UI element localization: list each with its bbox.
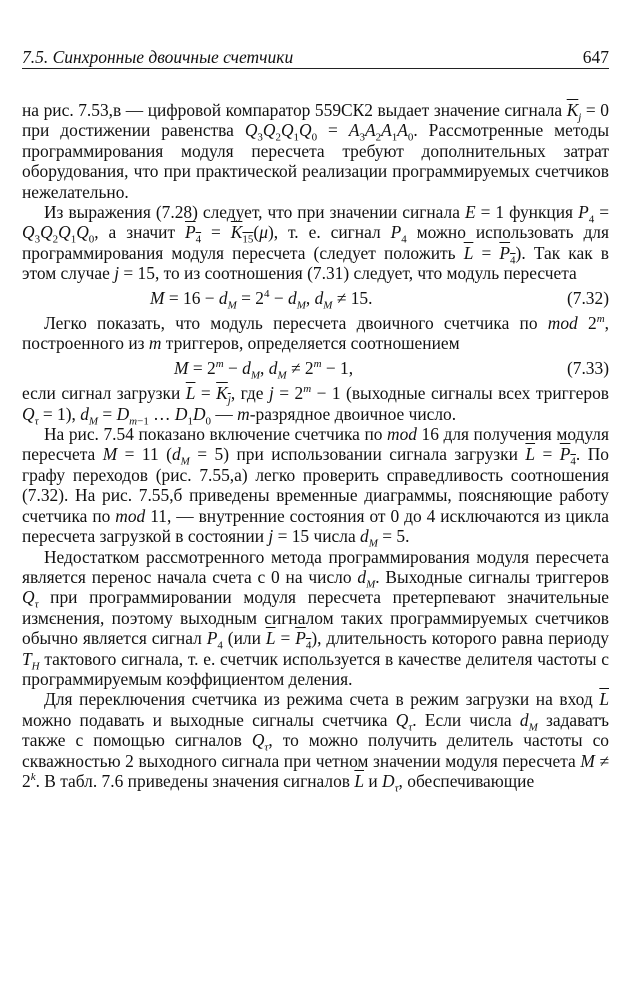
equation-7-33: $M = 2^m - d_M$, $d_M \ne 2^m - 1$, (7.33) xyxy=(174,357,609,382)
paragraph-3: Легко показать, что модуль пересчета двоичного счетчика по mod 2$^m$, построенного из m триггеров, определяется соотношением xyxy=(22,313,609,354)
paragraph-5: На рис. 7.54 показано включение счетчика по mod 16 для получения модуля пересчета M = 11 $(d_M = 5)$ при использовании сигнала загрузки $\overline{L} = P_4$. По графу переходов (рис. 7.55,а) легко проверить справедливость соотношения (7.32). На рис. 7.55,б приведены временные диаграммы, поясняющие работу счетчика по mod 11, — внутренние состояния от 0 до 4 исключаются из цикла пересчета загрузкой в состоянии j = 15 числа $d_M = 5$. xyxy=(22,424,610,550)
paragraph-4: если сигнал загрузки $\overline{L} = K_j$, где $j = 2^m - 1$ (выходные сигналы всех триггеров $Q_\tau = 1$), $d_M = D_{m-1}$ … $D_1D_0$ — m-разрядное двоичное число. xyxy=(22,383,609,428)
equation-7-32: $M = 16 - d_M = 2^4 - d_M$, $d_M \ne 15$. (7.32) xyxy=(150,287,609,312)
paragraph-2: Из выражения (7.28) следует, что при значении сигнала E = 1 функция $P_4 = Q_3Q_2Q_1Q_0$, а значит $P_4 = K_{15}(\mu)$, т. е. сигнал $P_4$ можно использовать для программирования модуля пересчета (следует положить $\overline{L} = P_4$). Так как в этом случае j = 15, то из соотношения (7.31) следует, что модуль пересчета xyxy=(22,202,610,284)
equation-number: (7.33) xyxy=(566,357,609,378)
page-body xyxy=(22,100,610,795)
paragraph-6: Недостатком рассмотренного метода программирования модуля пересчета является перенос начала счета с 0 на число $d_M$. Выходные сигналы триггеров $Q_\tau$ при программировании модуля пересчета претерпевают значительные измєнения, поэтому выходным сигналом таких программируемых счетчиков обычно является сигнал $P_4$ (или $\overline{L} = P_4$), длительность которого равна периоду $T_H$ тактового сигнала, т. е. счетчик используется в качестве делителя частоты с программируемым коэффициентом деления. xyxy=(22,546,609,689)
page-number: 647 xyxy=(582,47,609,67)
section-title: 7.5. Синхронные двоичные счетчики xyxy=(22,47,294,67)
paragraph-1: на рис. 7.53,в — цифровой компаратор 559СК2 выдает значение сигнала $\overline{K}_j = 0$ при достижении равенства $Q_3Q_2Q_1Q_0 = A_3A_2A_1A_0$. Рассмотренные методы программирования модуля пересчета требуют дополнительных затрат оборудования, что при практической реализации программируемых счетчиков нежелательно. xyxy=(22,100,609,202)
running-header xyxy=(22,42,609,69)
paragraph-7: Для переключения счетчика из режима счета в режим загрузки на вход $\overline{L}$ можно подавать и выходные сигналы счетчика $Q_\tau$. Если числа $d_M$ задаватъ также с помощью сигналов $Q_\tau$, то можно получить делитель частоты со скважностью 2 выходного сигнала при четном значении модуля пересчета $M \ne 2^k$. В табл. 7.6 приведены значения сигналов $\overline{L}$ и $D_\tau$, обеспечивающие xyxy=(22,689,610,795)
equation-number: (7.32) xyxy=(566,287,609,308)
